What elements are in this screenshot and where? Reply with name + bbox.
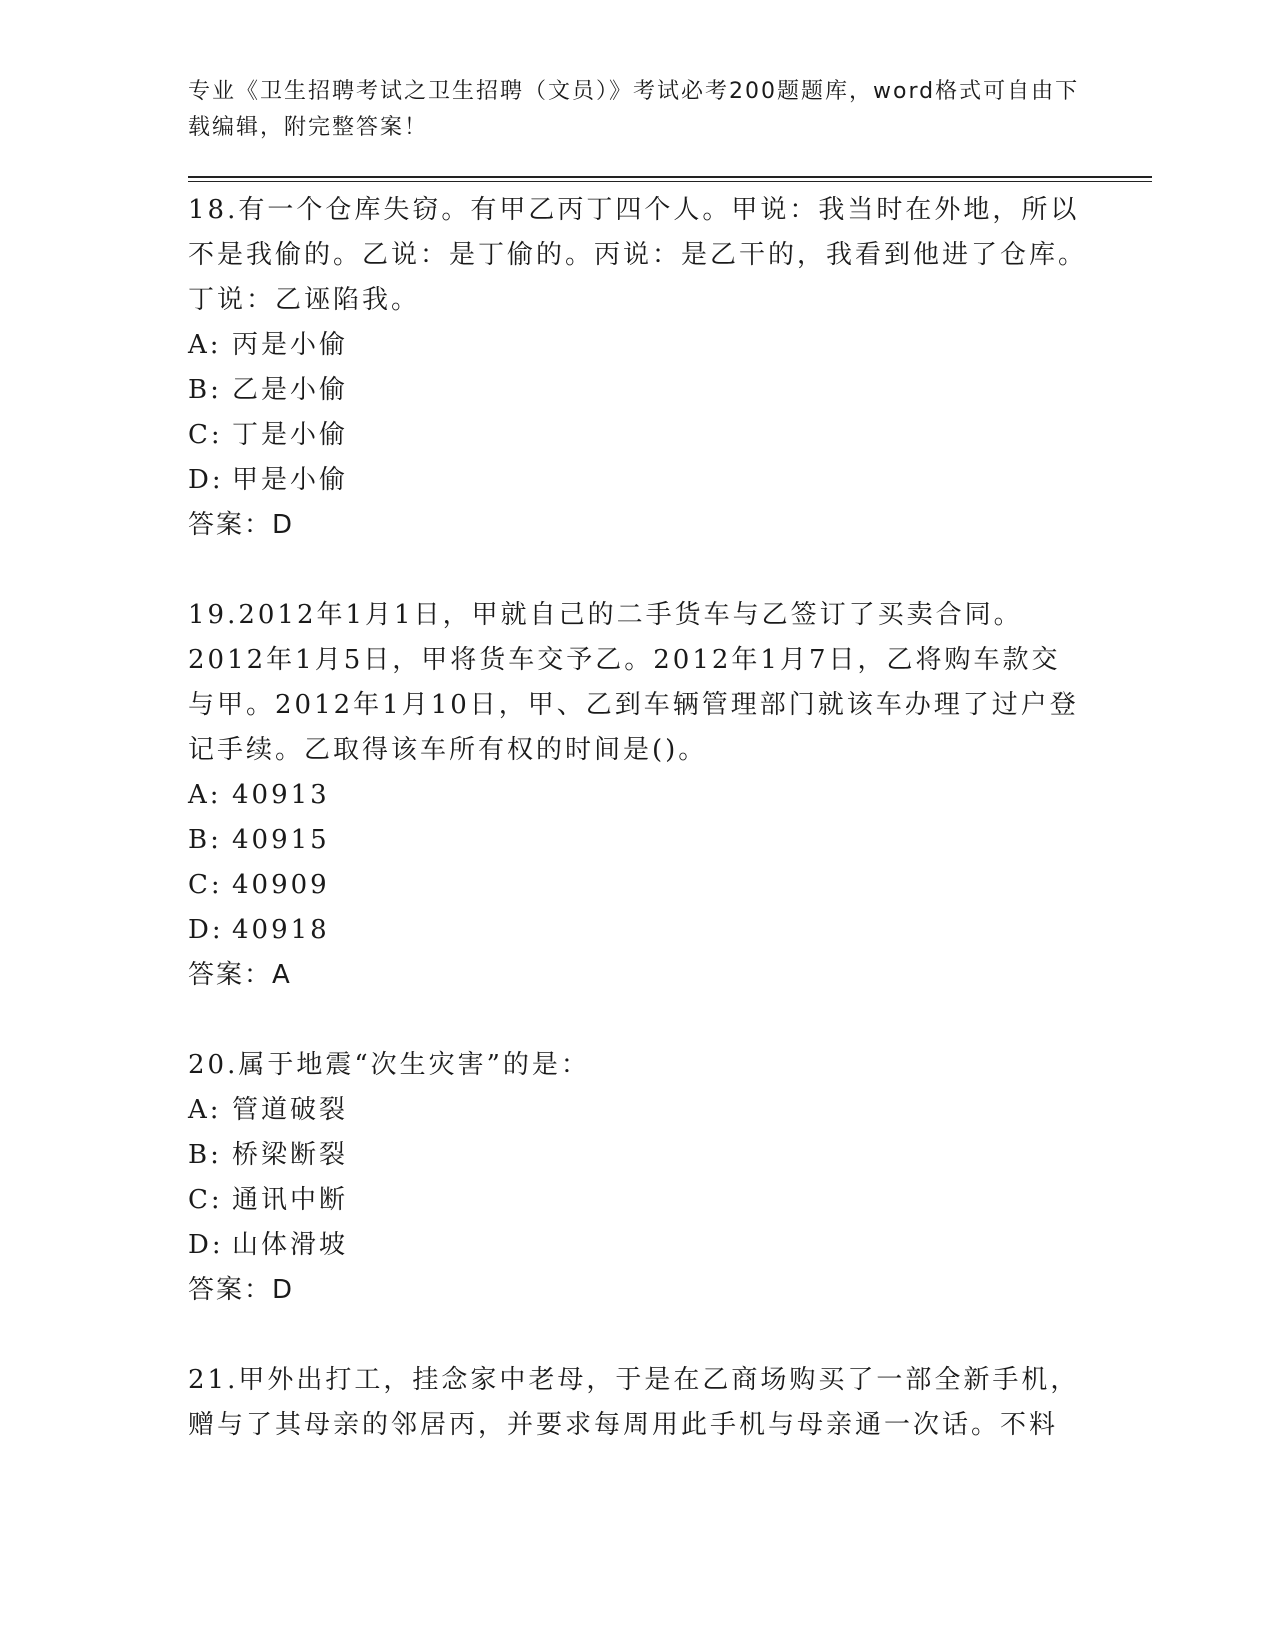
option-key: C: (188, 1185, 223, 1215)
answer-value: A (272, 960, 292, 990)
option-a (188, 773, 1088, 818)
option-key: A: (188, 1095, 222, 1125)
option-text: 山体滑坡 (232, 1230, 349, 1260)
option-key: C: (188, 420, 223, 450)
option-key: D: (188, 915, 224, 945)
option-c (188, 1178, 1088, 1223)
document-header (188, 74, 1088, 146)
answer-line (188, 503, 1088, 548)
option-text: 通讯中断 (232, 1185, 349, 1215)
question-stem: 21.甲外出打工，挂念家中老母，于是在乙商场购买了一部全新手机，赠与了其母亲的邻居丙，并要求每周用此手机与母亲通一次话。不料 (188, 1365, 1080, 1440)
option-b (188, 818, 1088, 863)
option-d (188, 908, 1088, 953)
question-list (188, 188, 1088, 1493)
answer-line (188, 953, 1088, 998)
option-c (188, 863, 1088, 908)
option-key: B: (188, 1140, 222, 1170)
question-20 (188, 1043, 1088, 1313)
option-a (188, 1088, 1088, 1133)
question-19 (188, 593, 1088, 998)
header-text: 专业《卫生招聘考试之卫生招聘（文员）》考试必考200题题库，word格式可自由下载编辑，附完整答案！ (188, 79, 1080, 140)
option-b (188, 368, 1088, 413)
answer-value: D (272, 1275, 295, 1305)
answer-label: 答案： (188, 960, 273, 990)
option-text: 40915 (232, 825, 330, 855)
question-21 (188, 1358, 1088, 1448)
option-b (188, 1133, 1088, 1178)
option-key: B: (188, 375, 222, 405)
option-key: A: (188, 330, 222, 360)
option-text: 40913 (232, 780, 330, 810)
option-text: 40909 (232, 870, 330, 900)
option-text: 乙是小偷 (232, 375, 349, 405)
option-text: 管道破裂 (232, 1095, 349, 1125)
option-key: D: (188, 1230, 224, 1260)
answer-label: 答案： (188, 510, 273, 540)
question-stem: 20.属于地震“次生灾害”的是： (188, 1050, 590, 1080)
question-18 (188, 188, 1088, 548)
option-d (188, 1223, 1088, 1268)
option-d (188, 458, 1088, 503)
answer-value: D (272, 510, 295, 540)
option-key: A: (188, 780, 222, 810)
option-text: 40918 (232, 915, 330, 945)
option-text: 丙是小偷 (232, 330, 349, 360)
option-text: 甲是小偷 (232, 465, 349, 495)
option-key: B: (188, 825, 222, 855)
option-a (188, 323, 1088, 368)
answer-line (188, 1268, 1088, 1313)
question-stem: 18.有一个仓库失窃。有甲乙丙丁四个人。甲说：我当时在外地，所以不是我偷的。乙说：是丁偷的。丙说：是乙干的，我看到他进了仓库。丁说：乙诬陷我。 (188, 195, 1088, 315)
option-key: D: (188, 465, 224, 495)
header-divider (188, 176, 1152, 182)
question-stem: 19.2012年1月1日，甲就自己的二手货车与乙签订了买卖合同。2012年1月5日，甲将货车交予乙。2012年1月7日，乙将购车款交与甲。2012年1月10日，甲、乙到车辆管理部门就该车办理了过户登记手续。乙取得该车所有权的时间是()。 (188, 600, 1079, 765)
answer-label: 答案： (188, 1275, 273, 1305)
option-text: 桥梁断裂 (232, 1140, 349, 1170)
option-key: C: (188, 870, 223, 900)
option-c (188, 413, 1088, 458)
option-text: 丁是小偷 (232, 420, 349, 450)
